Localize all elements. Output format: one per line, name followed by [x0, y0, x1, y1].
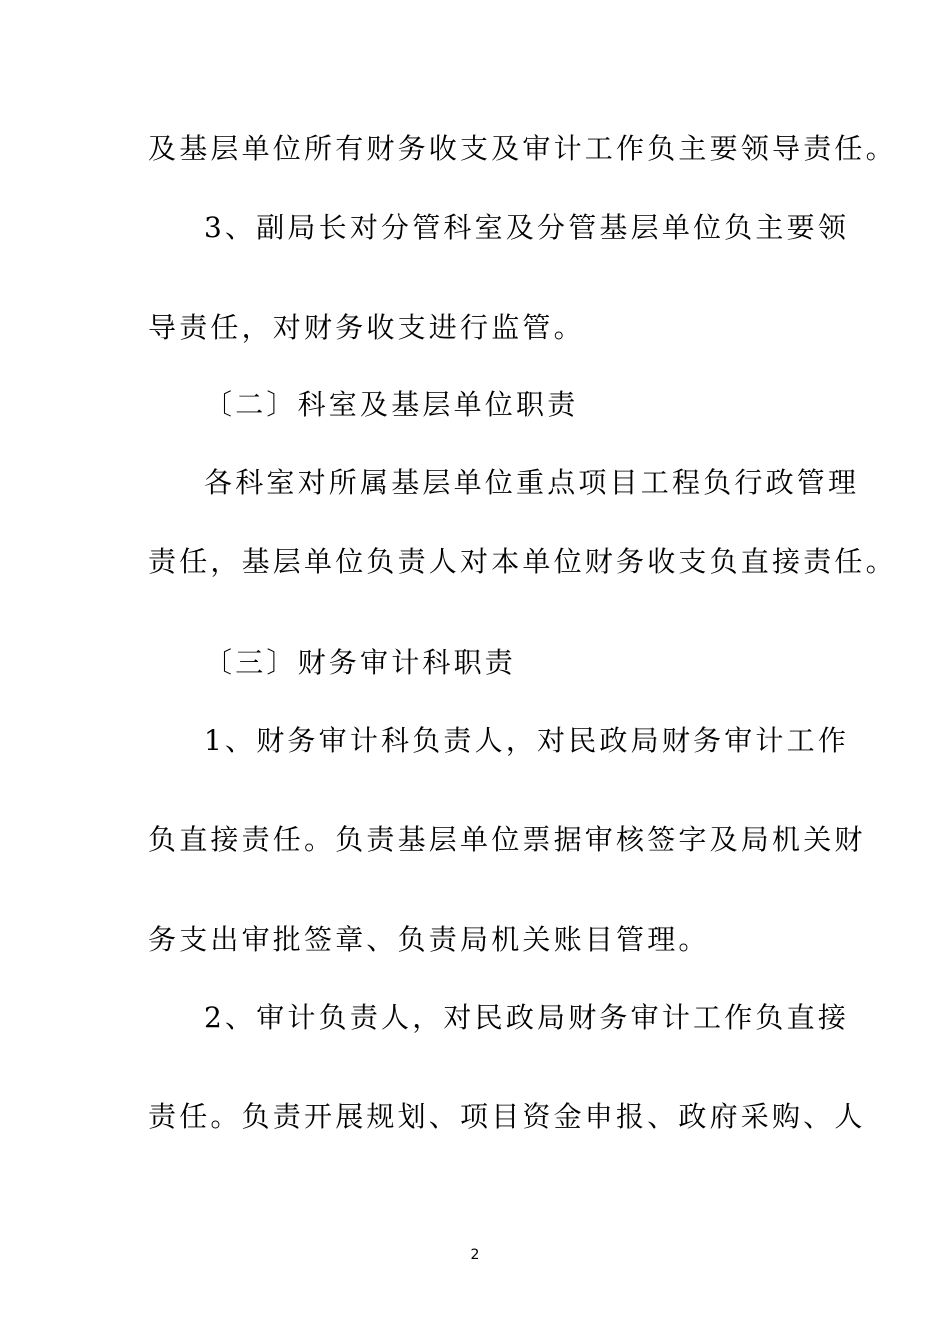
section-heading-3: 〔三〕财务审计科职责 — [204, 646, 517, 679]
paragraph-line-8: 1、财务审计科负责人，对民政局财务审计工作 — [204, 724, 850, 757]
paragraph-line-6: 责任，基层单位负责人对本单位财务收支负直接责任。 — [148, 545, 897, 578]
paragraph-line-3: 导责任，对财务收支进行监管。 — [148, 311, 585, 344]
paragraph-line-1: 及基层单位所有财务收支及审计工作负主要领导责任。 — [148, 132, 897, 165]
paragraph-line-2: 3、副局长对分管科室及分管基层单位负主要领 — [204, 211, 850, 244]
paragraph-line-11: 2、审计负责人，对民政局财务审计工作负直接 — [204, 1001, 850, 1034]
paragraph-line-10: 务支出审批签章、负责局机关账目管理。 — [148, 923, 710, 956]
paragraph-line-9: 负直接责任。负责基层单位票据审核签字及局机关财 — [148, 823, 866, 856]
paragraph-line-5: 各科室对所属基层单位重点项目工程负行政管理 — [204, 466, 860, 499]
section-heading-2: 〔二〕科室及基层单位职责 — [204, 388, 579, 421]
paragraph-line-12: 责任。负责开展规划、项目资金申报、政府采购、人 — [148, 1100, 866, 1133]
page-number: 2 — [470, 1247, 480, 1263]
